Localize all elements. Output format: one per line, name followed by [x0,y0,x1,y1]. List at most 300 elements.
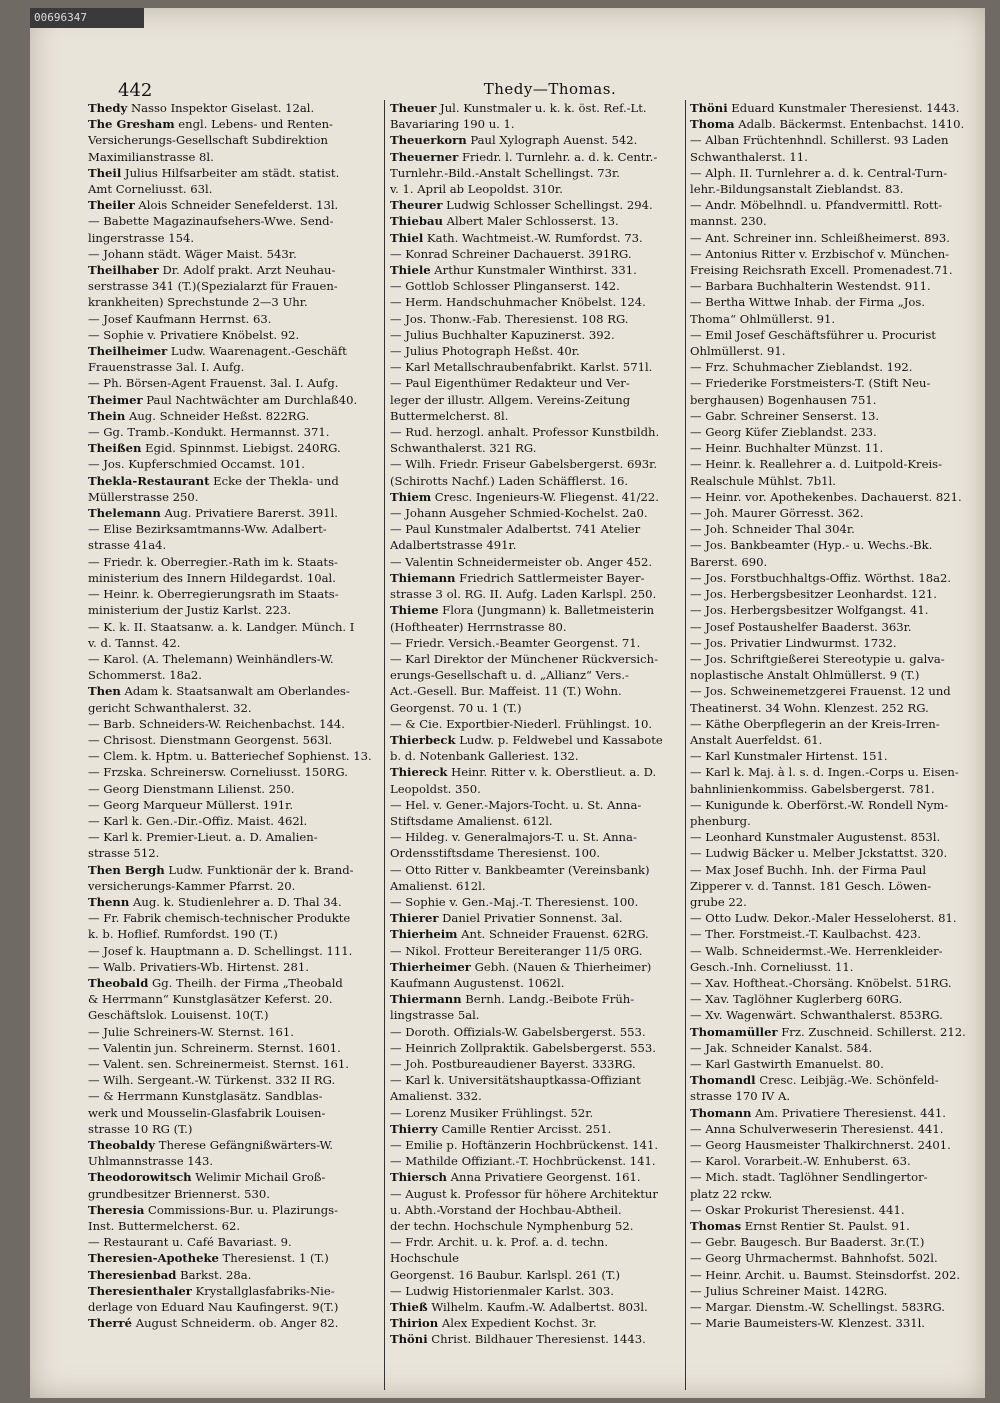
directory-entry [390,1040,680,1056]
entry-details: — Hildeg. v. Generalmajors-T. u. St. Anna- [390,830,637,845]
directory-entry [690,1315,980,1331]
entry-details: — Heinr. Archit. u. Baumst. Steinsdorfst. 202. [690,1267,961,1282]
entry-details: Daniel Privatier Sonnenst. 3al. [438,911,623,926]
entry-details: — Clem. k. Hptm. u. Batteriechef Sophienst. 13. [88,749,372,764]
entry-surname: Therré [88,1316,133,1331]
directory-entry [690,1088,980,1104]
entry-details: u. Abth.-Vorstand der Hochbau-Abtheil. [390,1202,622,1217]
directory-entry [88,327,380,343]
entry-details: Barerst. 690. [690,554,768,569]
directory-entry [690,440,980,456]
entry-details: — Johann Ausgeher Schmied-Kochelst. 2a0. [390,506,648,521]
entry-details: — Jos. Kupferschmied Occamst. 101. [88,457,305,472]
entry-surname: Then [88,684,121,699]
entry-details: Versicherungs-Gesellschaft Subdirektion [88,133,328,148]
entry-details: — Friedr. k. Oberregier.-Rath im k. Staats- [88,554,338,569]
entry-surname: Theodorowitsch [88,1170,192,1185]
column-1 [88,100,380,1390]
entry-details: — Max Josef Buchh. Inh. der Firma Paul [690,862,927,877]
directory-entry [390,926,680,942]
entry-details: Friedrich Sattlermeister Bayer- [455,570,645,585]
directory-entry [390,408,680,424]
directory-entry [390,1218,680,1234]
directory-entry [88,586,380,602]
entry-details: Ecke der Thekla- und [209,473,339,488]
entry-details: lehr.-Bildungsanstalt Zieblandst. 83. [690,182,904,197]
directory-entry [88,1202,380,1218]
directory-entry [88,1169,380,1185]
entry-details: — Mich. stadt. Taglöhner Sendlingertor- [690,1170,928,1185]
directory-entry [690,1137,980,1153]
directory-entry [390,910,680,926]
directory-entry [390,311,680,327]
page-number: 442 [118,80,153,101]
entry-details: — Jos. Herbergsbesitzer Leonhardst. 121. [690,587,937,602]
entry-details: derlage von Eduard Nau Kaufingerst. 9(T.) [88,1300,339,1315]
directory-entry [88,781,380,797]
entry-details: — Mathilde Offiziant.-T. Hochbrückenst. 141. [390,1154,656,1169]
entry-surname: Thirion [390,1316,439,1331]
directory-entry [690,700,980,716]
entry-details: — Johann städt. Wäger Maist. 543r. [88,246,297,261]
entry-surname: Then Bergh [88,862,165,877]
entry-details: Albert Maler Schlosserst. 13. [442,214,619,229]
entry-surname: Theimer [88,392,143,407]
entry-details: Ernst Rentier St. Paulst. 91. [741,1219,910,1234]
directory-entry [88,489,380,505]
directory-entry [690,1153,980,1169]
directory-entry [690,1283,980,1299]
directory-entry [390,197,680,213]
directory-entry [690,1007,980,1023]
entry-details: Realschule Mühlst. 7b1l. [690,473,836,488]
entry-details: b. d. Notenbank Galleriest. 132. [390,749,579,764]
entry-details: — Gottlob Schlosser Plinganserst. 142. [390,279,620,294]
entry-details: — Rud. herzogl. anhalt. Professor Kunstbildh. [390,425,660,440]
entry-surname: Thierheim [390,927,458,942]
entry-details: — Kunigunde k. Oberförst.-W. Rondell Nym- [690,797,949,812]
entry-details: — Wilh. Sergeant.-W. Türkenst. 332 II RG. [88,1073,336,1088]
entry-surname: Thiersch [390,1170,447,1185]
entry-details: — Anna Schulverweserin Theresienst. 441. [690,1121,944,1136]
directory-entry [390,537,680,553]
entry-surname: Thiele [390,263,431,278]
entry-details: Aug. k. Studienlehrer a. D. Thal 34. [129,894,342,909]
entry-details: Maximilianstrasse 8l. [88,149,214,164]
directory-entry [88,635,380,651]
entry-surname: Thelemann [88,506,161,521]
entry-details: Theatinerst. 34 Wohn. Klenzest. 252 RG. [690,700,929,715]
directory-entry [390,1299,680,1315]
entry-details: Anna Privatiere Georgenst. 161. [446,1170,641,1185]
directory-entry [88,619,380,635]
directory-entry [390,1121,680,1137]
entry-details: — Jos. Schweinemetzgerei Frauenst. 12 und [690,684,951,699]
entry-details: Welimir Michail Groß- [191,1170,326,1185]
entry-details: — Heinr. Buchhalter Münzst. 11. [690,441,884,456]
entry-details: Frz. Zuschneid. Schillerst. 212. [777,1024,966,1039]
directory-entry [690,1105,980,1121]
directory-entry [390,246,680,262]
entry-details: Adam k. Staatsanwalt am Oberlandes- [120,684,350,699]
directory-entry [88,197,380,213]
directory-entry [690,132,980,148]
directory-entry [690,505,980,521]
directory-entry [88,311,380,327]
directory-entry [88,246,380,262]
entry-details: — Georg Marqueur Müllerst. 191r. [88,797,294,812]
entry-details: — Alph. II. Turnlehrer a. d. k. Central-Turn- [690,165,948,180]
entry-details: strasse 170 IV A. [690,1089,791,1104]
entry-details: — Ant. Schreiner inn. Schleißheimerst. 893. [690,230,950,245]
directory-entry [88,570,380,586]
entry-surname: Thierry [390,1121,438,1136]
directory-entry [690,181,980,197]
entry-details: Christ. Bildhauer Theresienst. 1443. [427,1332,646,1347]
entry-details: — Hel. v. Gener.-Majors-Tocht. u. St. Anna- [390,797,642,812]
directory-entry [390,700,680,716]
entry-details: — Frz. Schuhmacher Zieblandst. 192. [690,360,913,375]
entry-details: — Friedr. Versich.-Beamter Georgenst. 71. [390,635,641,650]
entry-details: — Babette Magazinaufsehers-Wwe. Send- [88,214,334,229]
entry-details: leger der illustr. Allgem. Vereins-Zeitung [390,392,631,407]
entry-details: Alex Expedient Kochst. 3r. [438,1316,597,1331]
directory-entry [88,894,380,910]
directory-entry [88,1056,380,1072]
directory-entry [690,262,980,278]
entry-details: — Paul Eigenthümer Redakteur und Ver- [390,376,630,391]
entry-surname: Theobald [88,975,149,990]
directory-entry [690,165,980,181]
column-3 [690,100,980,1390]
directory-entry [88,278,380,294]
directory-entry [88,262,380,278]
entry-details: Gebh. (Nauen & Thierheimer) [470,959,652,974]
entry-details: mannst. 230. [690,214,767,229]
directory-entry [88,910,380,926]
directory-entry [690,602,980,618]
entry-details: — Jos. Privatier Lindwurmst. 1732. [690,635,897,650]
entry-details: Cresc. Ingenieurs-W. Fliegenst. 41/22. [431,489,659,504]
entry-details: (Hoftheater) Herrnstrasse 80. [390,619,567,634]
directory-entry [88,1007,380,1023]
entry-details: — Lorenz Musiker Frühlingst. 52r. [390,1105,594,1120]
directory-entry [690,1267,980,1283]
directory-entry [690,246,980,262]
entry-details: strasse 3 ol. RG. II. Aufg. Laden Karlspl. 250. [390,587,657,602]
entry-surname: Thierer [390,911,439,926]
entry-details: — Leonhard Kunstmaler Augustenst. 853l. [690,830,941,845]
directory-entry [88,991,380,1007]
entry-details: — Heinrich Zollpraktik. Gabelsbergerst. 553. [390,1040,656,1055]
directory-entry [88,1218,380,1234]
directory-entry [88,1105,380,1121]
directory-entry [88,1250,380,1266]
directory-entry [88,1121,380,1137]
entry-details: — Frzska. Schreinersw. Corneliusst. 150RG. [88,765,348,780]
directory-entry [690,197,980,213]
directory-entry [690,1056,980,1072]
directory-entry [88,408,380,424]
directory-entry [390,764,680,780]
column-divider [384,100,385,1390]
directory-entry [390,991,680,1007]
entry-surname: Theilheimer [88,344,168,359]
directory-entry [690,829,980,845]
entry-surname: Theiler [88,198,135,213]
directory-entry [390,716,680,732]
directory-entry [88,359,380,375]
directory-entry [690,991,980,1007]
entry-details: v. d. Tannst. 42. [88,635,181,650]
directory-entry [390,651,680,667]
directory-entry [88,456,380,472]
entry-details: Krystallglasfabriks-Nie- [191,1283,335,1298]
directory-entry [88,473,380,489]
entry-details: Aug. Schneider Heßst. 822RG. [125,408,310,423]
directory-entry [88,165,380,181]
directory-entry [88,521,380,537]
entry-details: Bavariaring 190 u. 1. [390,117,515,132]
directory-entry [88,829,380,845]
entry-details: gericht Schwanthalerst. 32. [88,700,252,715]
directory-entry [88,440,380,456]
entry-details: Wilhelm. Kaufm.-W. Adalbertst. 803l. [427,1300,648,1315]
entry-details: — Paul Kunstmaler Adalbertst. 741 Atelier [390,522,641,537]
scan-stamp: 00696347 [30,8,144,28]
entry-details: Arthur Kunstmaler Winthirst. 331. [430,263,637,278]
directory-entry [88,813,380,829]
entry-details: — Joh. Maurer Görresst. 362. [690,506,864,521]
entry-surname: Thöni [690,101,728,115]
directory-entry [88,1088,380,1104]
entry-details: noplastische Anstalt Ohlmüllerst. 9 (T.) [690,668,920,683]
entry-details: — Walb. Schneidermst.-We. Herrenkleider- [690,943,943,958]
entry-details: — Barb. Schneiders-W. Reichenbachst. 144. [88,716,345,731]
directory-entry [690,1121,980,1137]
directory-entry [690,943,980,959]
entry-details: — Fr. Fabrik chemisch-technischer Produkte [88,911,351,926]
entry-details: Ludw. Waarenagent.-Geschäft [167,344,347,359]
entry-details: — Antonius Ritter v. Erzbischof v. München- [690,246,950,261]
directory-entry [390,570,680,586]
entry-details: — Heinr. k. Oberregierungsrath im Staats- [88,587,339,602]
entry-details: — Joh. Schneider Thal 304r. [690,522,855,537]
entry-details: — Valent. sen. Schreinermeist. Sternst. 161. [88,1056,349,1071]
entry-details: Ludw. p. Feldwebel und Kassabote [455,732,663,747]
directory-entry [390,732,680,748]
entry-details: — Joh. Postbureaudiener Bayerst. 333RG. [390,1056,636,1071]
entry-surname: Thomandl [690,1073,756,1088]
entry-details: Kaufmann Augustenst. 1062l. [390,975,565,990]
directory-entry [690,570,980,586]
entry-details: ministerium der Justiz Karlst. 223. [88,603,292,618]
directory-entry [390,894,680,910]
directory-entry [390,359,680,375]
directory-entry [390,278,680,294]
directory-entry [390,813,680,829]
entry-details: Geschäftslok. Louisenst. 10(T.) [88,1008,269,1023]
entry-details: Therese Gefängnißwärters-W. [155,1138,334,1152]
entry-details: Paul Nachtwächter am Durchlaß40. [142,392,358,407]
entry-details: lingerstrasse 154. [88,230,195,245]
entry-details: — Jos. Thonw.-Fab. Theresienst. 108 RG. [390,311,629,326]
entry-details: — Jos. Forstbuchhaltgs-Offiz. Wörthst. 18a2. [690,570,952,585]
entry-details: — Wilh. Friedr. Friseur Gabelsbergerst. 693r. [390,457,658,472]
directory-entry [88,537,380,553]
entry-surname: Thoma [690,117,735,132]
entry-details: Cresc. Leibjäg.-We. Schönfeld- [755,1073,939,1088]
directory-entry [390,456,680,472]
directory-entry [88,651,380,667]
entry-details: — Julius Buchhalter Kapuzinerst. 392. [390,327,615,342]
directory-entry [690,619,980,635]
directory-entry [690,813,980,829]
entry-details: Gg. Theilh. der Firma „Theobald [148,975,343,990]
directory-entry [88,1040,380,1056]
entry-details: — Karl Gastwirth Emanuelst. 80. [690,1056,884,1071]
entry-details: — Konrad Schreiner Dachauerst. 391RG. [390,246,632,261]
entry-details: — August k. Professor für höhere Architektur [390,1186,658,1201]
entry-details: Uhlmannstrasse 143. [88,1154,214,1169]
entry-details: Ludwig Schlosser Schellingst. 294. [442,198,653,213]
directory-entry [690,213,980,229]
directory-entry [390,230,680,246]
entry-details: — Chrisost. Dienstmann Georgenst. 563l. [88,732,333,747]
directory-entry [88,748,380,764]
entry-details: (Schirotts Nachf.) Laden Schäfflerst. 16. [390,473,629,488]
entry-details: — Andr. Möbelhndl. u. Pfandvermittl. Rott- [690,198,943,213]
directory-entry [88,149,380,165]
entry-surname: Thierbeck [390,732,456,747]
directory-entry [88,132,380,148]
entry-details: werk und Mousselin-Glasfabrik Louisen- [88,1105,326,1120]
directory-entry [390,392,680,408]
directory-entry [88,943,380,959]
entry-surname: Thöni [390,1332,428,1347]
entry-details: — Georg Küfer Zieblandst. 233. [690,425,877,440]
entry-surname: Thedy [88,101,128,115]
directory-entry [690,1202,980,1218]
directory-entry [690,456,980,472]
entry-details: Leopoldst. 350. [390,781,481,796]
entry-surname: Theil [88,165,122,180]
running-head: Thedy—Thomas. [483,80,617,98]
entry-details: Freising Reichsrath Excell. Promenadest.71. [690,263,953,278]
directory-entry [88,1283,380,1299]
directory-entry [690,327,980,343]
entry-surname: Thomann [690,1105,752,1120]
entry-details: & Herrmann“ Kunstglasätzer Keferst. 20. [88,992,333,1007]
directory-entry [690,1299,980,1315]
entry-details: Camille Rentier Arcisst. 251. [437,1121,612,1136]
entry-details: Bernh. Landg.-Beibote Früh- [461,992,635,1007]
directory-entry [390,165,680,181]
directory-entry [88,392,380,408]
entry-details: — Jos. Herbergsbesitzer Wolfgangst. 41. [690,603,929,618]
entry-details: — Nikol. Frotteur Bereiteranger 11/5 0RG. [390,943,643,958]
directory-entry [88,700,380,716]
directory-entry [690,926,980,942]
entry-details: — Julie Schreiners-W. Sternst. 161. [88,1024,294,1039]
directory-entry [88,667,380,683]
entry-details: — Xv. Wagenwärt. Schwanthalerst. 853RG. [690,1008,943,1023]
entry-details: platz 22 rckw. [690,1186,773,1201]
entry-surname: Theuer [390,101,437,115]
directory-entry [390,845,680,861]
entry-details: — Margar. Dienstm.-W. Schellingst. 583RG. [690,1300,945,1315]
entry-details: — K. k. II. Staatsanw. a. k. Landger. Münch. I [88,619,355,634]
directory-entry [690,781,980,797]
directory-entry [690,667,980,683]
directory-entry [88,424,380,440]
entry-details: — & Herrmann Kunstglasätz. Sandblas- [88,1089,323,1104]
entry-details: — Valentin Schneidermeister ob. Anger 452. [390,554,653,569]
entry-details: Ant. Schneider Frauenst. 62RG. [457,927,649,942]
entry-details: — Herm. Handschuhmacher Knöbelst. 124. [390,295,646,310]
entry-details: ministerium des Innern Hildegardst. 10al. [88,570,336,585]
directory-entry [88,375,380,391]
entry-details: Egid. Spinnmst. Liebigst. 240RG. [141,441,341,456]
directory-entry [390,213,680,229]
directory-entry [88,959,380,975]
directory-entry [390,294,680,310]
directory-entry [88,116,380,132]
entry-details: — Gabr. Schreiner Senserst. 13. [690,408,880,423]
directory-entry [88,294,380,310]
entry-details: — Xav. Hoftheat.-Chorsäng. Knöbelst. 51RG. [690,975,952,990]
entry-details: — Elise Bezirksamtmanns-Ww. Adalbert- [88,522,327,537]
entry-details: — Karol. Vorarbeit.-W. Enhuberst. 63. [690,1154,911,1169]
directory-entry [690,473,980,489]
directory-entry [390,1234,680,1266]
entry-details: Heinr. Ritter v. k. Oberstlieut. a. D. [447,765,657,780]
entry-details: Inst. Buttermelcherst. 62. [88,1219,241,1234]
entry-surname: Thekla-Restaurant [88,473,210,488]
entry-details: — Käthe Oberpflegerin an der Kreis-Irren- [690,716,940,731]
directory-entry [390,132,680,148]
directory-entry [690,894,980,910]
directory-entry [390,473,680,489]
entry-details: Julius Hilfsarbeiter am städt. statist. [121,165,340,180]
entry-details: — Doroth. Offizials-W. Gabelsbergerst. 553. [390,1024,646,1039]
entry-surname: Theresia [88,1202,145,1217]
directory-entry [690,1169,980,1185]
entry-details: — Jos. Bankbeamter (Hyp.- u. Wechs.-Bk. [690,538,933,553]
directory-entry [690,910,980,926]
directory-entry [390,262,680,278]
entry-surname: Theresien-Apotheke [88,1251,219,1266]
directory-entry [690,635,980,651]
directory-entry [390,1072,680,1088]
directory-entry [88,602,380,618]
entry-details: Ordensstiftsdame Theresienst. 100. [390,846,601,861]
directory-entry [390,943,680,959]
directory-entry [390,375,680,391]
directory-entry [390,1056,680,1072]
entry-surname: Theurer [390,198,443,213]
entry-surname: Theilhaber [88,263,159,278]
entry-surname: Thiemann [390,570,456,585]
directory-entry [390,1153,680,1169]
directory-entry [690,554,980,570]
entry-details: erungs-Gesellschaft u. d. „Allianz“ Vers.- [390,668,629,683]
entry-details: Commissions-Bur. u. Plazirungs- [144,1202,338,1217]
directory-entry [690,651,980,667]
entry-details: Stiftsdame Amalienst. 612l. [390,813,553,828]
entry-details: Turnlehr.-Bild.-Anstalt Schellingst. 73r. [390,165,620,180]
entry-details: lingstrasse 5al. [390,1008,480,1023]
